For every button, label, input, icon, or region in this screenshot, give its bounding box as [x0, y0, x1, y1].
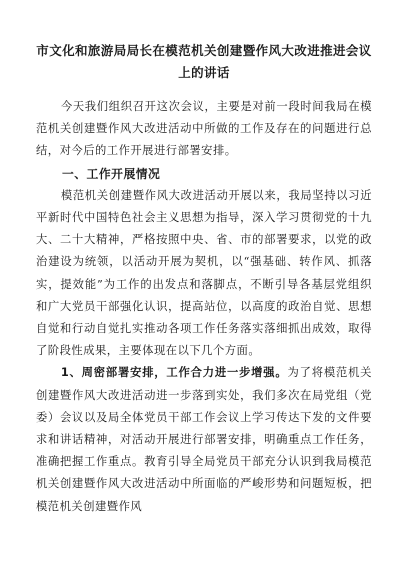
section-body-paragraph: 模范机关创建暨作风大改进活动开展以来，我局坚持以习近平新时代中国特色社会主义思想为指导，深入学习贯彻党的十九大、二十大精神，严格按照中央、省、市的部署要求，以党的政治建设为统领，以活动开展为契机，以“强基础、转作风、抓落实，提效能”为工作的出发点和落脚点，不断引导各基层党组织和广大党员干部强化认识，提高站位，以高度的政治自觉、思想自觉和行动自觉扎实推动各项工作任务落实落细抓出成效，取得了阶段性成果，主要体现在以下几个方面。 [36, 188, 372, 358]
intro-paragraph: 今天我们组织召开这次会议，主要是对前一段时间我局在模范机关创建暨作风大改进活动中所做的工作及存在的问题进行总结，对今后的工作开展进行部署安排。 [36, 100, 372, 158]
item-1-paragraph [36, 362, 372, 517]
item-1-lead: 1、周密部署安排，工作合力进一步增强。 [60, 366, 288, 380]
document-title: 市文化和旅游局局长在模范机关创建暨作风大改进推进会议上的讲话 [36, 43, 372, 80]
item-1-body: 为了将模范机关创建暨作风大改进活动进一步落到实处，我们多次在局党组（党委）会议以及局全体党员干部工作会议上学习传达下发的文件要求和讲话精神，对活动开展进行部署安排，明确重点工作任务，准确把握工作重点。教育引导全局党员干部充分认识到我局模范机关创建暨作风大改进活动中所面临的严峻形势和问题短板，把模范机关创建暨作风 [36, 366, 372, 513]
section-heading-work-status: 一、工作开展情况 [61, 166, 161, 181]
